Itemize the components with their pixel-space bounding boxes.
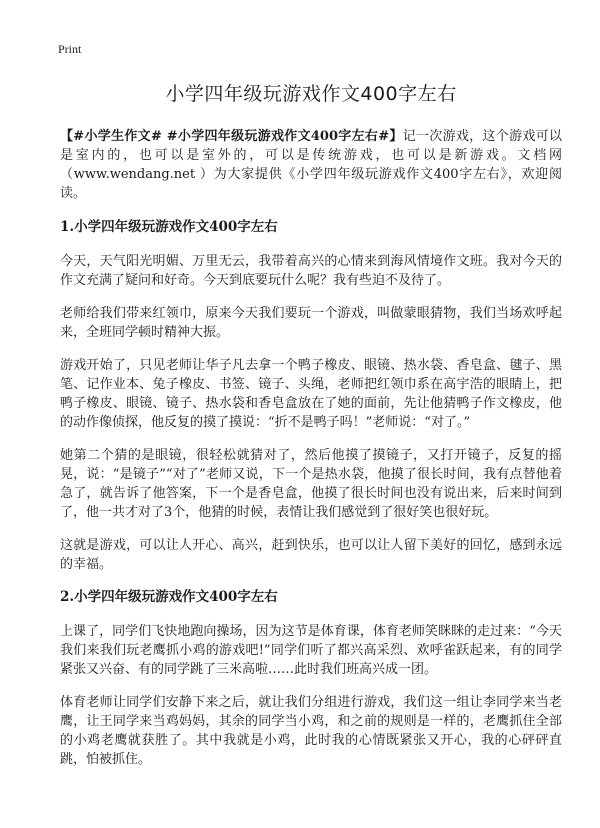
page-title: 小学四年级玩游戏作文400字左右	[165, 83, 457, 105]
intro-text: 记一次游戏，这个游戏可以是室内的，也可以是室外的，可以是传统游戏，也可以是新游戏。文档网（www.wendang.net ）为大家提供《小学四年级玩游戏作文400字左右》，欢迎阅读。	[60, 129, 562, 201]
paragraph: 上课了，同学们飞快地跑向操场，因为这节是体育课，体育老师笑眯眯的走过来：“今天我们来我们玩老鹰抓小鸡的游戏吧!”同学们听了都兴高采烈、欢呼雀跃起来，有的同学紧张又兴奋、有的同学跳了三米高啦……此时我们班高兴成一团。	[60, 624, 562, 677]
paragraph: 体育老师让同学们安静下来之后，就让我们分组进行游戏，我们这一组让李同学来当老鹰，让王同学来当鸡妈妈，其余的同学当小鸡，和之前的规则是一样的，老鹰抓住全部的小鸡老鹰就获胜了。其中我就是小鸡，此时我的心情既紧张又开心，我的心砰砰直跳，怕被抓住。	[60, 695, 562, 767]
print-link[interactable]: Print	[58, 42, 82, 56]
intro-tags: 【#小学生作文# #小学四年级玩游戏作文400字左右#】	[60, 129, 403, 144]
section-heading: 2.小学四年级玩游戏作文400字左右	[60, 589, 278, 605]
paragraph: 游戏开始了，只见老师让华子凡去拿一个鸭子橡皮、眼镜、热水袋、香皂盒、毽子、黑笔、记作业本、兔子橡皮、书签、镜子、头绳，老师把红领巾系在高宇浩的眼睛上，把鸭子橡皮、眼镜、镜子、热水袋和香皂盒放在了她的面前，先让他猜鸭子作文橡皮，他的动作像侦探，他反复的摸了摸说：“折不是鸭子吗！”老师说：“对了。”	[60, 358, 562, 430]
paragraph: 今天，天气阳光明媚、万里无云，我带着高兴的心情来到海风情境作文班。我对今天的作文充满了疑问和好奇。今天到底要玩什么呢？我有些迫不及待了。	[60, 254, 562, 288]
paragraph: 她第二个猜的是眼镜，很轻松就猜对了，然后他摸了摸镜子，又打开镜子，反复的摇晃，说：“是镜子”“对了”老师又说，下一个是热水袋，他摸了很长时间，我有点替他着急了，就告诉了他答案，下一个是香皂盒，他摸了很长时间也没有说出来，后来时间到了，他一共才对了3个，他猜的时候，表情让我们感觉到了很好笑也很好玩。	[60, 448, 562, 520]
intro-paragraph	[60, 127, 562, 203]
section-1	[60, 218, 562, 574]
section-2	[60, 588, 562, 769]
paragraph: 老师给我们带来红领巾，原来今天我们要玩一个游戏，叫做蒙眼猜物，我们当场欢呼起来，全班同学顿时精神大振。	[60, 306, 562, 340]
section-heading: 1.小学四年级玩游戏作文400字左右	[60, 219, 278, 235]
paragraph: 这就是游戏，可以让人开心、高兴，赶到快乐，也可以让人留下美好的回忆，感到永远的幸福。	[60, 538, 562, 572]
